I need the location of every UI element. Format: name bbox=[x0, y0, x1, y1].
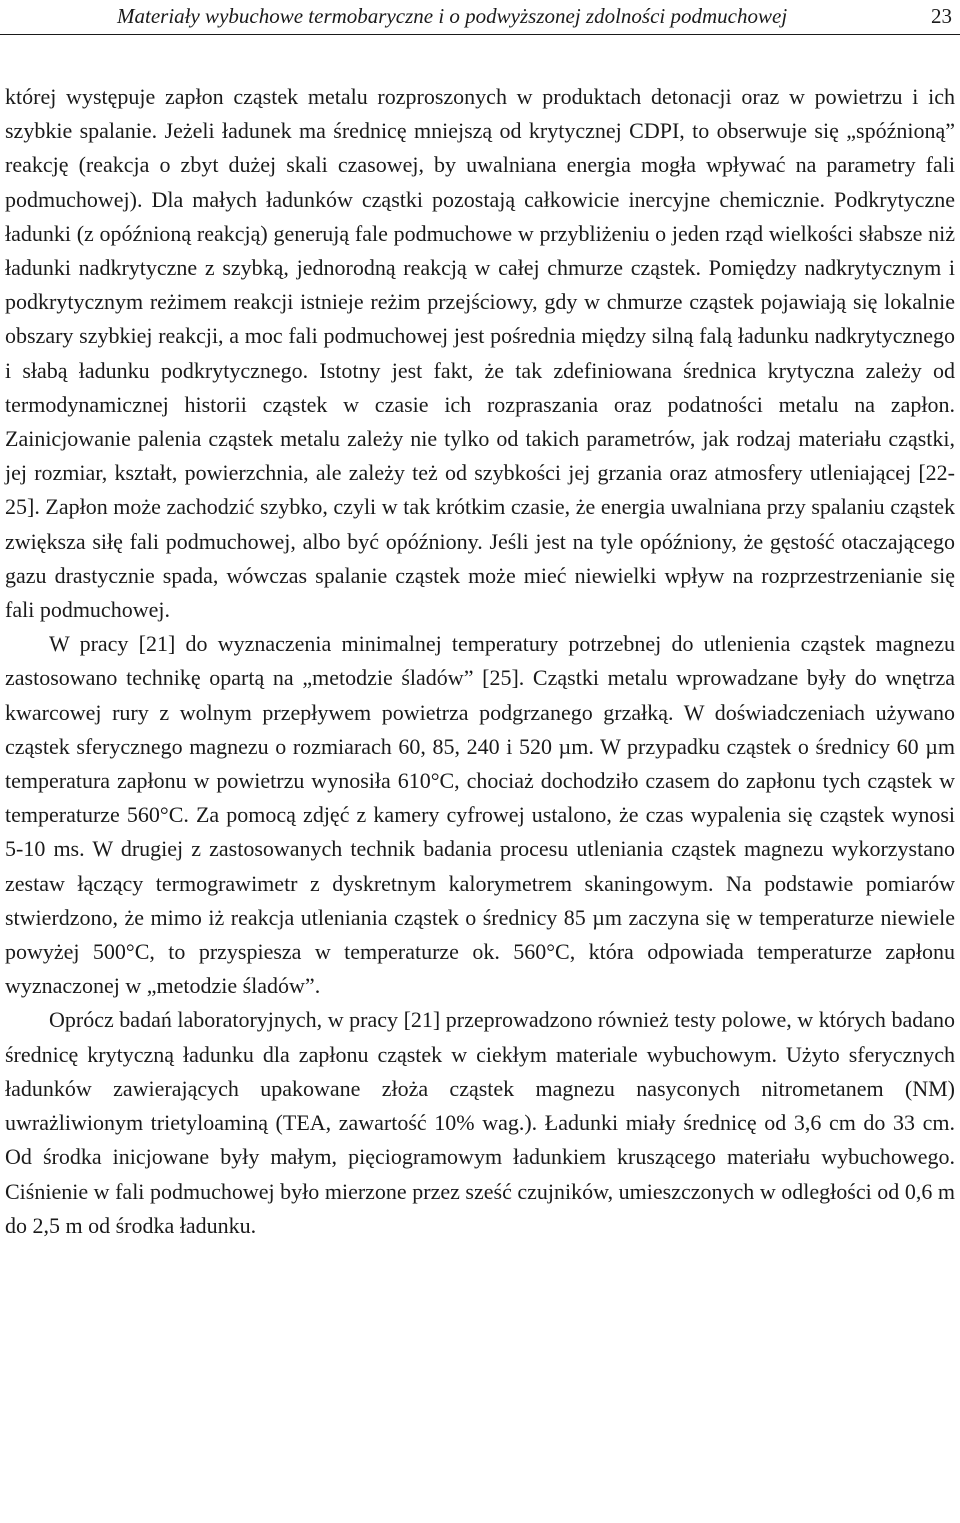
paragraph-field-tests: Oprócz badań laboratoryjnych, w pracy [21] przeprowadzono również testy polowe, w których badano średnicę krytyczną ładunku dla zapłonu cząstek w ciekłym materiale wybuchowym. Użyto sferycznych ładunków zawierających upakowane złoża cząstek magnezu nasyconych nitrometanem (NM) uwrażliwionym trietyloaminą (TEA, zawartość 10% wag.). Ładunki miały średnicę od 3,6 cm do 33 cm. Od środka inicjowane były małym, pięciogramowym ładunkiem kruszącego materiału wybuchowego. Ciśnienie w fali podmuchowej było mierzone przez sześć czujników, umieszczonych w odległości od 0,6 m do 2,5 m od środka ładunku. bbox=[5, 1007, 955, 1238]
header-rule bbox=[0, 34, 960, 35]
page-number: 23 bbox=[931, 4, 952, 28]
body-text bbox=[5, 80, 955, 1243]
page-header bbox=[0, 0, 960, 38]
paragraph-magnesium-ignition: W pracy [21] do wyznaczenia minimalnej temperatury potrzebnej do utlenienia cząstek magnezu zastosowano technikę opartą na „metodzie śladów” [25]. Cząstki metalu wprowadzane były do wnętrza kwarcowej rury z wolnym przepływem powietrza podgrzanego grzałką. W doświadczeniach używano cząstek sferycznego magnezu o rozmiarach 60, 85, 240 i 520 µm. W przypadku cząstek o średnicy 60 µm temperatura zapłonu w powietrzu wynosiła 610°C, chociaż dochodziło czasem do zapłonu tych cząstek w temperaturze 560°C. Za pomocą zdjęć z kamery cyfrowej ustalono, że czas wypalenia się cząstek wynosi 5-10 ms. W drugiej z zastosowanych technik badania procesu utleniania cząstek magnezu wykorzystano zestaw łączący termograwimetr z dyskretnym kalorymetrem skaningowym. Na podstawie pomiarów stwierdzono, że mimo iż reakcja utleniania cząstek o średnicy 85 µm zaczyna się w temperaturze niewiele powyżej 500°C, to przyspiesza w temperaturze ok. 560°C, która odpowiada temperaturze zapłonu wyznaczonej w „metodzie śladów”. bbox=[5, 631, 955, 999]
running-title: Materiały wybuchowe termobaryczne i o podwyższonej zdolności podmuchowej bbox=[117, 4, 788, 28]
paragraph-continuation: której występuje zapłon cząstek metalu rozproszonych w produktach detonacji oraz w powietrzu i ich szybkie spalanie. Jeżeli ładunek ma średnicę mniejszą od krytycznej CDPI, to obserwuje się „spóźnioną” reakcję (reakcja o zbyt dużej skali czasowej, by uwalniana energia mogła wpływać na parametry fali podmuchowej). Dla małych ładunków cząstki pozostają całkowicie inercyjne chemicznie. Podkrytyczne ładunki (z opóźnioną reakcją) generują fale podmuchowe w przybliżeniu o jeden rząd wielkości słabsze niż ładunki nadkrytyczne z szybką, jednorodną reakcją w całej chmurze cząstek. Pomiędzy nadkrytycznym i podkrytycznym reżimem reakcji istnieje reżim przejściowy, gdy w chmurze cząstek pojawiają się lokalnie obszary szybkiej reakcji, a moc fali podmuchowej jest pośrednia między silną falą ładunku nadkrytycznego i słabą ładunku podkrytycznego. Istotny jest fakt, że tak zdefiniowana średnica krytyczna zależy od termodynamicznej historii cząstek w czasie ich rozpraszania oraz podatności metalu na zapłon. Zainicjowanie palenia cząstek metalu zależy nie tylko od takich parametrów, jak rodzaj materiału cząstki, jej rozmiar, kształt, powierzchnia, ale zależy też od szybkości jej grzania oraz atmosfery utleniającej [22-25]. Zapłon może zachodzić szybko, czyli w tak krótkim czasie, że energia uwalniana przy spalaniu cząstek zwiększa siłę fali podmuchowej, albo być opóźniony. Jeśli jest na tyle opóźniony, że gęstość otaczającego gazu drastycznie spada, wówczas spalanie cząstek może mieć niewielki wpływ na rozprzestrzenianie się fali podmuchowej. bbox=[5, 84, 955, 623]
